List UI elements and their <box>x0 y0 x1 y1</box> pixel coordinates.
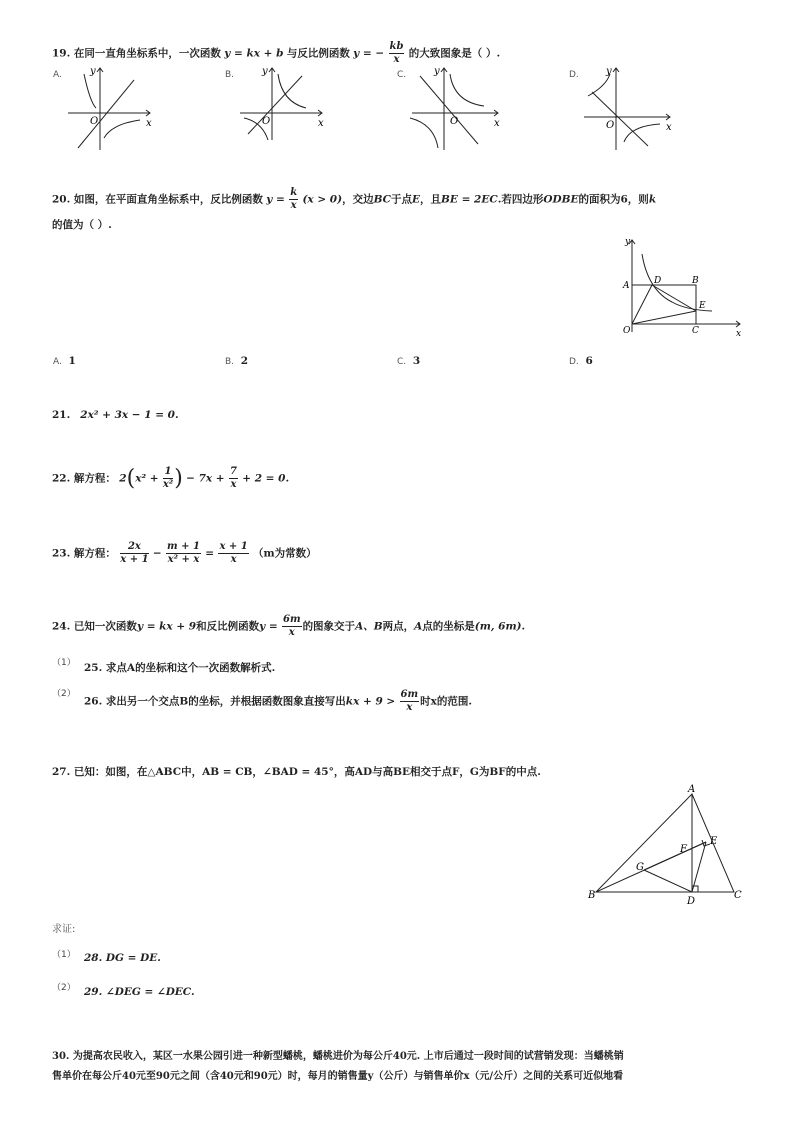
q24-sub2-tag: （2） <box>52 689 76 699</box>
q21: 21. 2x² + 3x − 1 = 0. <box>52 409 179 421</box>
q27-sub1-tag: （1） <box>52 950 76 960</box>
q19b-origin: O <box>262 116 271 127</box>
q19-graph-a <box>60 62 170 154</box>
q22: 22. 解方程： 2(x² + $\frac{1}{\text{x²}}$ ) − 7x + $\frac{7}{x}$ + 2 = 0. <box>52 466 290 491</box>
q19-option-d[interactable]: D. <box>569 70 579 80</box>
q20-option-a[interactable]: A. 1 <box>53 355 76 367</box>
q19d-origin: O <box>606 120 615 131</box>
svg-text:y <box>261 66 268 77</box>
q27-label-f: F <box>680 844 687 855</box>
q30-line2: 售单价在每公斤40元至90元之间（含40元和90元）时，每月的销售量y（公斤）与销售单价x（元/公斤）之间的关系可近似地看 <box>52 1071 624 1082</box>
q20-label-d: D <box>654 276 662 286</box>
q19-option-c[interactable]: C. <box>397 70 407 80</box>
q19a-y-label: y <box>90 66 96 77</box>
q20-option-b[interactable]: B. 2 <box>225 355 249 367</box>
q19-graph-b <box>232 62 342 154</box>
q20-option-c[interactable]: C. 3 <box>397 355 421 367</box>
q19a-origin: O <box>90 116 99 127</box>
q27-sub2-tag: （2） <box>52 983 76 993</box>
q23: 23. 解方程： $\frac{2x}{x + 1}$ − $\frac{m + 1}{\text{x² + x}}$ = $\frac{x + 1}{x}$ （m为常数） <box>52 541 317 565</box>
q20-label-y: y <box>625 237 631 247</box>
q20-stem: 20. 如图，在平面直角坐标系中，反比例函数 y = $\frac{k}{x}$ (x > 0)，交边BC于点E，且BE = 2EC.若四边形ODBE的面积为6，则k <box>52 187 657 211</box>
svg-text:O <box>606 120 614 131</box>
svg-text:x <box>494 118 500 129</box>
q27-sub1: 28. DG = DE. <box>84 952 161 964</box>
q19d-y-label: y <box>606 66 612 77</box>
q27-label-g: G <box>636 862 644 873</box>
q19b-x-label: x <box>318 118 324 129</box>
svg-text:O <box>262 116 270 127</box>
svg-text:x <box>318 118 324 129</box>
q27-label-a: A <box>688 784 696 795</box>
q20-label-c: C <box>692 326 699 336</box>
q19a-x-label: x <box>146 118 152 129</box>
q20-label-x: x <box>736 329 742 339</box>
q19-option-b[interactable]: B. <box>225 70 235 80</box>
q20-option-d[interactable]: D. 6 <box>569 355 593 367</box>
q27-figure <box>584 784 754 910</box>
svg-text:y <box>433 66 440 77</box>
q27-label-b: B <box>588 890 596 901</box>
q27-prove: 求证: <box>52 924 76 935</box>
q20-stem-line2: 的值为（ ）. <box>52 219 112 231</box>
q19c-y-label: y <box>434 66 440 77</box>
q19-fraction: $\frac{kb}{x}$ <box>389 41 404 65</box>
q24-sub1-tag: （1） <box>52 658 76 668</box>
q19-graph-d <box>576 62 686 154</box>
q30-line1: 30. 为提高农民收入，某区一水果公园引进一种新型蟠桃，蟠桃进价为每公斤40元. 上市后通过一段时间的试营销发现：当蟠桃销 <box>52 1051 624 1062</box>
svg-text:y <box>605 66 612 77</box>
q20-label-o: O <box>623 326 631 336</box>
q24-sub1: 25. 求点A的坐标和这个一次函数解析式. <box>84 662 276 674</box>
q19-graph-c <box>404 62 514 154</box>
q20-label-b: B <box>692 276 699 286</box>
q19d-x-label: x <box>666 122 672 133</box>
q27-label-e: E <box>710 836 718 847</box>
svg-text:x <box>666 122 672 133</box>
q19b-y-label: y <box>262 66 268 77</box>
q19c-x-label: x <box>494 118 500 129</box>
q20-figure <box>614 234 746 342</box>
q27-sub2: 29. ∠DEG = ∠DEC. <box>84 986 195 998</box>
q27-stem: 27. 已知：如图，在△ABC中，AB = CB，∠BAD = 45°，高AD与高BE相交于点F，G为BF的中点. <box>52 766 541 778</box>
q19-option-a[interactable]: A. <box>53 70 62 80</box>
svg-text:O <box>450 116 458 127</box>
q27-label-c: C <box>734 890 742 901</box>
q19c-origin: O <box>450 116 459 127</box>
q27-label-d: D <box>687 896 696 907</box>
q19-stem: 19. 在同一直角坐标系中，一次函数 y = kx + b 与反比例函数 y = − $\frac{kb}{x}$ 的大致图象是（ ）. <box>52 41 501 65</box>
q24-stem: 24. 已知一次函数y = kx + 9和反比例函数y = $\frac{6m}{x}$ 的图象交于A、B两点，A点的坐标是(m, 6m). <box>52 614 526 638</box>
q20-label-a: A <box>623 281 630 291</box>
q20-label-e: E <box>699 301 706 311</box>
q24-sub2: 26. 求出另一个交点B的坐标，并根据函数图象直接写出kx + 9 > $\frac{6m}{x}$ 时x的范围. <box>84 689 473 713</box>
